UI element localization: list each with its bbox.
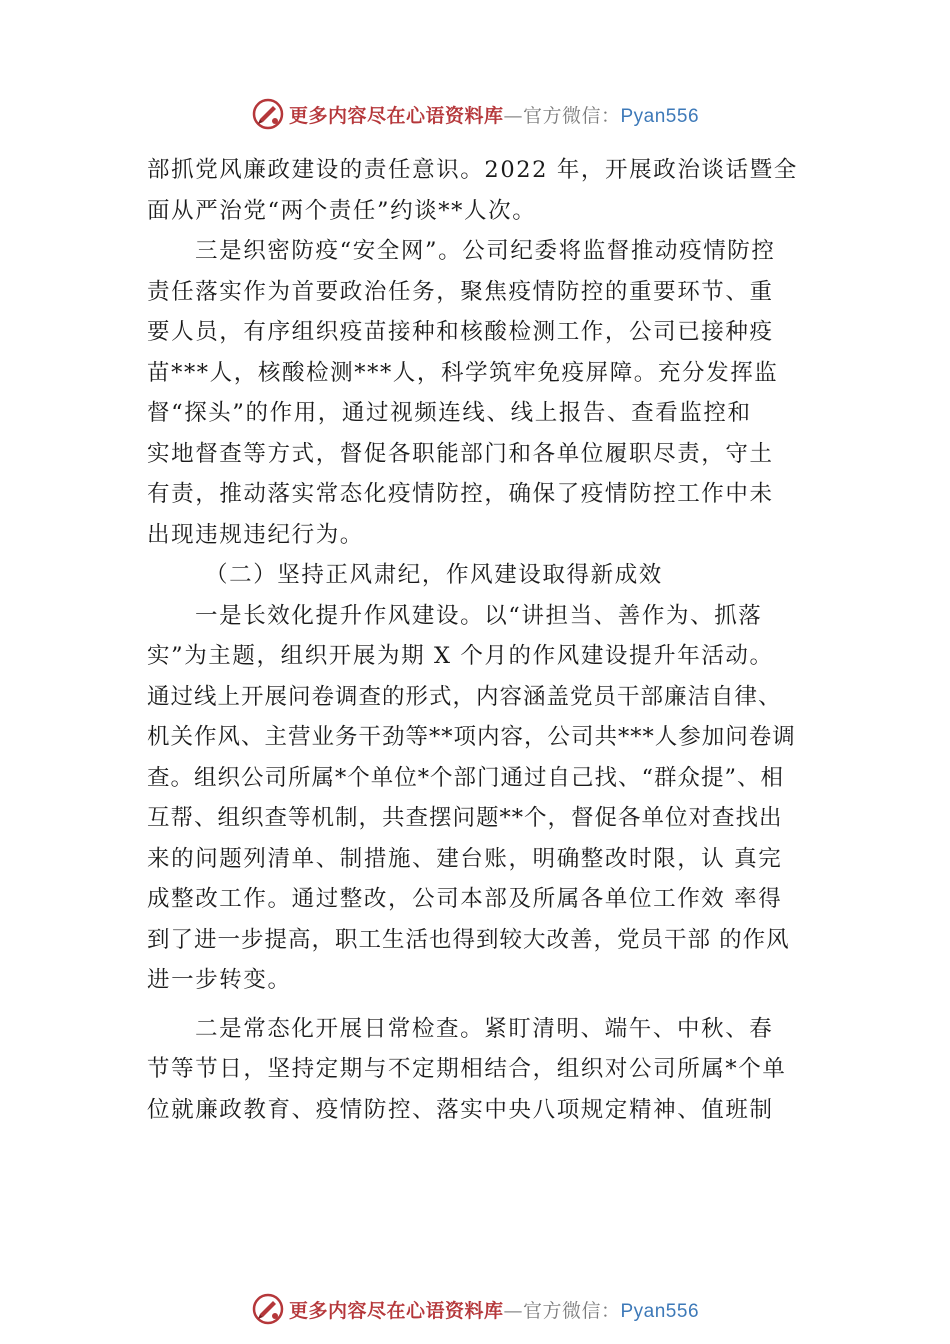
banner-wechat-label: 官方微信： — [522, 1299, 621, 1322]
paragraph-line: 一是长效化提升作风建设。以“讲担当、善作为、抓落 — [195, 602, 763, 629]
paragraph-line: 要人员，有序组织疫苗接种和核酸检测工作，公司已接种疫 — [147, 319, 774, 345]
paragraph-line: 苗***人，核酸检测***人，科学筑牢免疫屏障。充分发挥监 — [147, 359, 779, 386]
paragraph-line: 互帮、组织查等机制，共查摆问题**个，督促各单位对查找出 — [147, 805, 783, 831]
banner-wechat-label: 官方微信： — [522, 104, 621, 127]
banner-main-text: 更多内容尽在心语资料库 — [288, 1299, 504, 1322]
paragraph-line: 出现违规违纪行为。 — [147, 521, 364, 548]
section-heading: （二）坚持正风肃纪，作风建设取得新成效 — [205, 562, 663, 588]
paragraph-line: 节等节日，坚持定期与不定期相结合，组织对公司所属*个单 — [147, 1056, 787, 1082]
banner-text — [289, 101, 699, 128]
paragraph-line: 进一步转变。 — [147, 967, 292, 993]
brand-logo-icon — [251, 1292, 285, 1326]
paragraph-line: 三是织密防疫“安全网”。公司纪委将监督推动疫情防控 — [195, 238, 776, 264]
paragraph-line: 实”为主题，组织开展为期 X 个月的作风建设提升年活动。 — [147, 643, 774, 669]
paragraph-line: 到了进一步提高，职工生活也得到较大改善，党员干部 的作风 — [147, 926, 790, 953]
paragraph-line: 督“探头”的作用，通过视频连线、线上报告、查看监控和 — [147, 400, 752, 426]
paragraph-line: 责任落实作为首要政治任务，聚焦疫情防控的重要环节、重 — [147, 278, 774, 305]
paragraph-line: 二是常态化开展日常检查。紧盯清明、端午、中秋、春 — [195, 1015, 774, 1042]
paragraph-line: 面从严治党“两个责任”约谈**人次。 — [147, 197, 537, 224]
banner-text — [289, 1296, 699, 1323]
paragraph-line: 实地督查等方式，督促各职能部门和各单位履职尽责，守土 — [147, 440, 774, 467]
paragraph-line: 查。组织公司所属*个单位*个部门通过自己找、“群众提”、相 — [147, 764, 785, 791]
banner-wechat-id: Pyan556 — [620, 105, 700, 127]
paragraph-line: 有责，推动落实常态化疫情防控，确保了疫情防控工作中未 — [147, 481, 774, 507]
paragraph-line: 位就廉政教育、疫情防控、落实中央八项规定精神、值班制 — [147, 1096, 774, 1123]
banner-wechat-id: Pyan556 — [620, 1300, 700, 1322]
document-body — [147, 150, 837, 1130]
paragraph-line: 机关作风、主营业务干劲等**项内容，公司共***人参加问卷调 — [147, 724, 796, 750]
paragraph-line: 成整改工作。通过整改，公司本部及所属各单位工作效 率得 — [147, 886, 783, 912]
paragraph-line: 通过线上开展问卷调查的形式，内容涵盖党员干部廉洁自律、 — [147, 683, 782, 710]
header-banner — [0, 94, 950, 134]
footer-banner — [0, 1289, 950, 1329]
paragraph-gap — [147, 1001, 837, 1009]
banner-dash: — — [503, 1299, 523, 1322]
paragraph-line: 部抓党风廉政建设的责任意识。2022 年，开展政治谈话暨全 — [147, 157, 798, 183]
brand-logo-icon — [251, 97, 285, 131]
paragraph-line: 来的问题列清单、制措施、建台账，明确整改时限，认 真完 — [147, 845, 783, 872]
banner-main-text: 更多内容尽在心语资料库 — [288, 104, 504, 127]
banner-dash: — — [503, 104, 523, 127]
